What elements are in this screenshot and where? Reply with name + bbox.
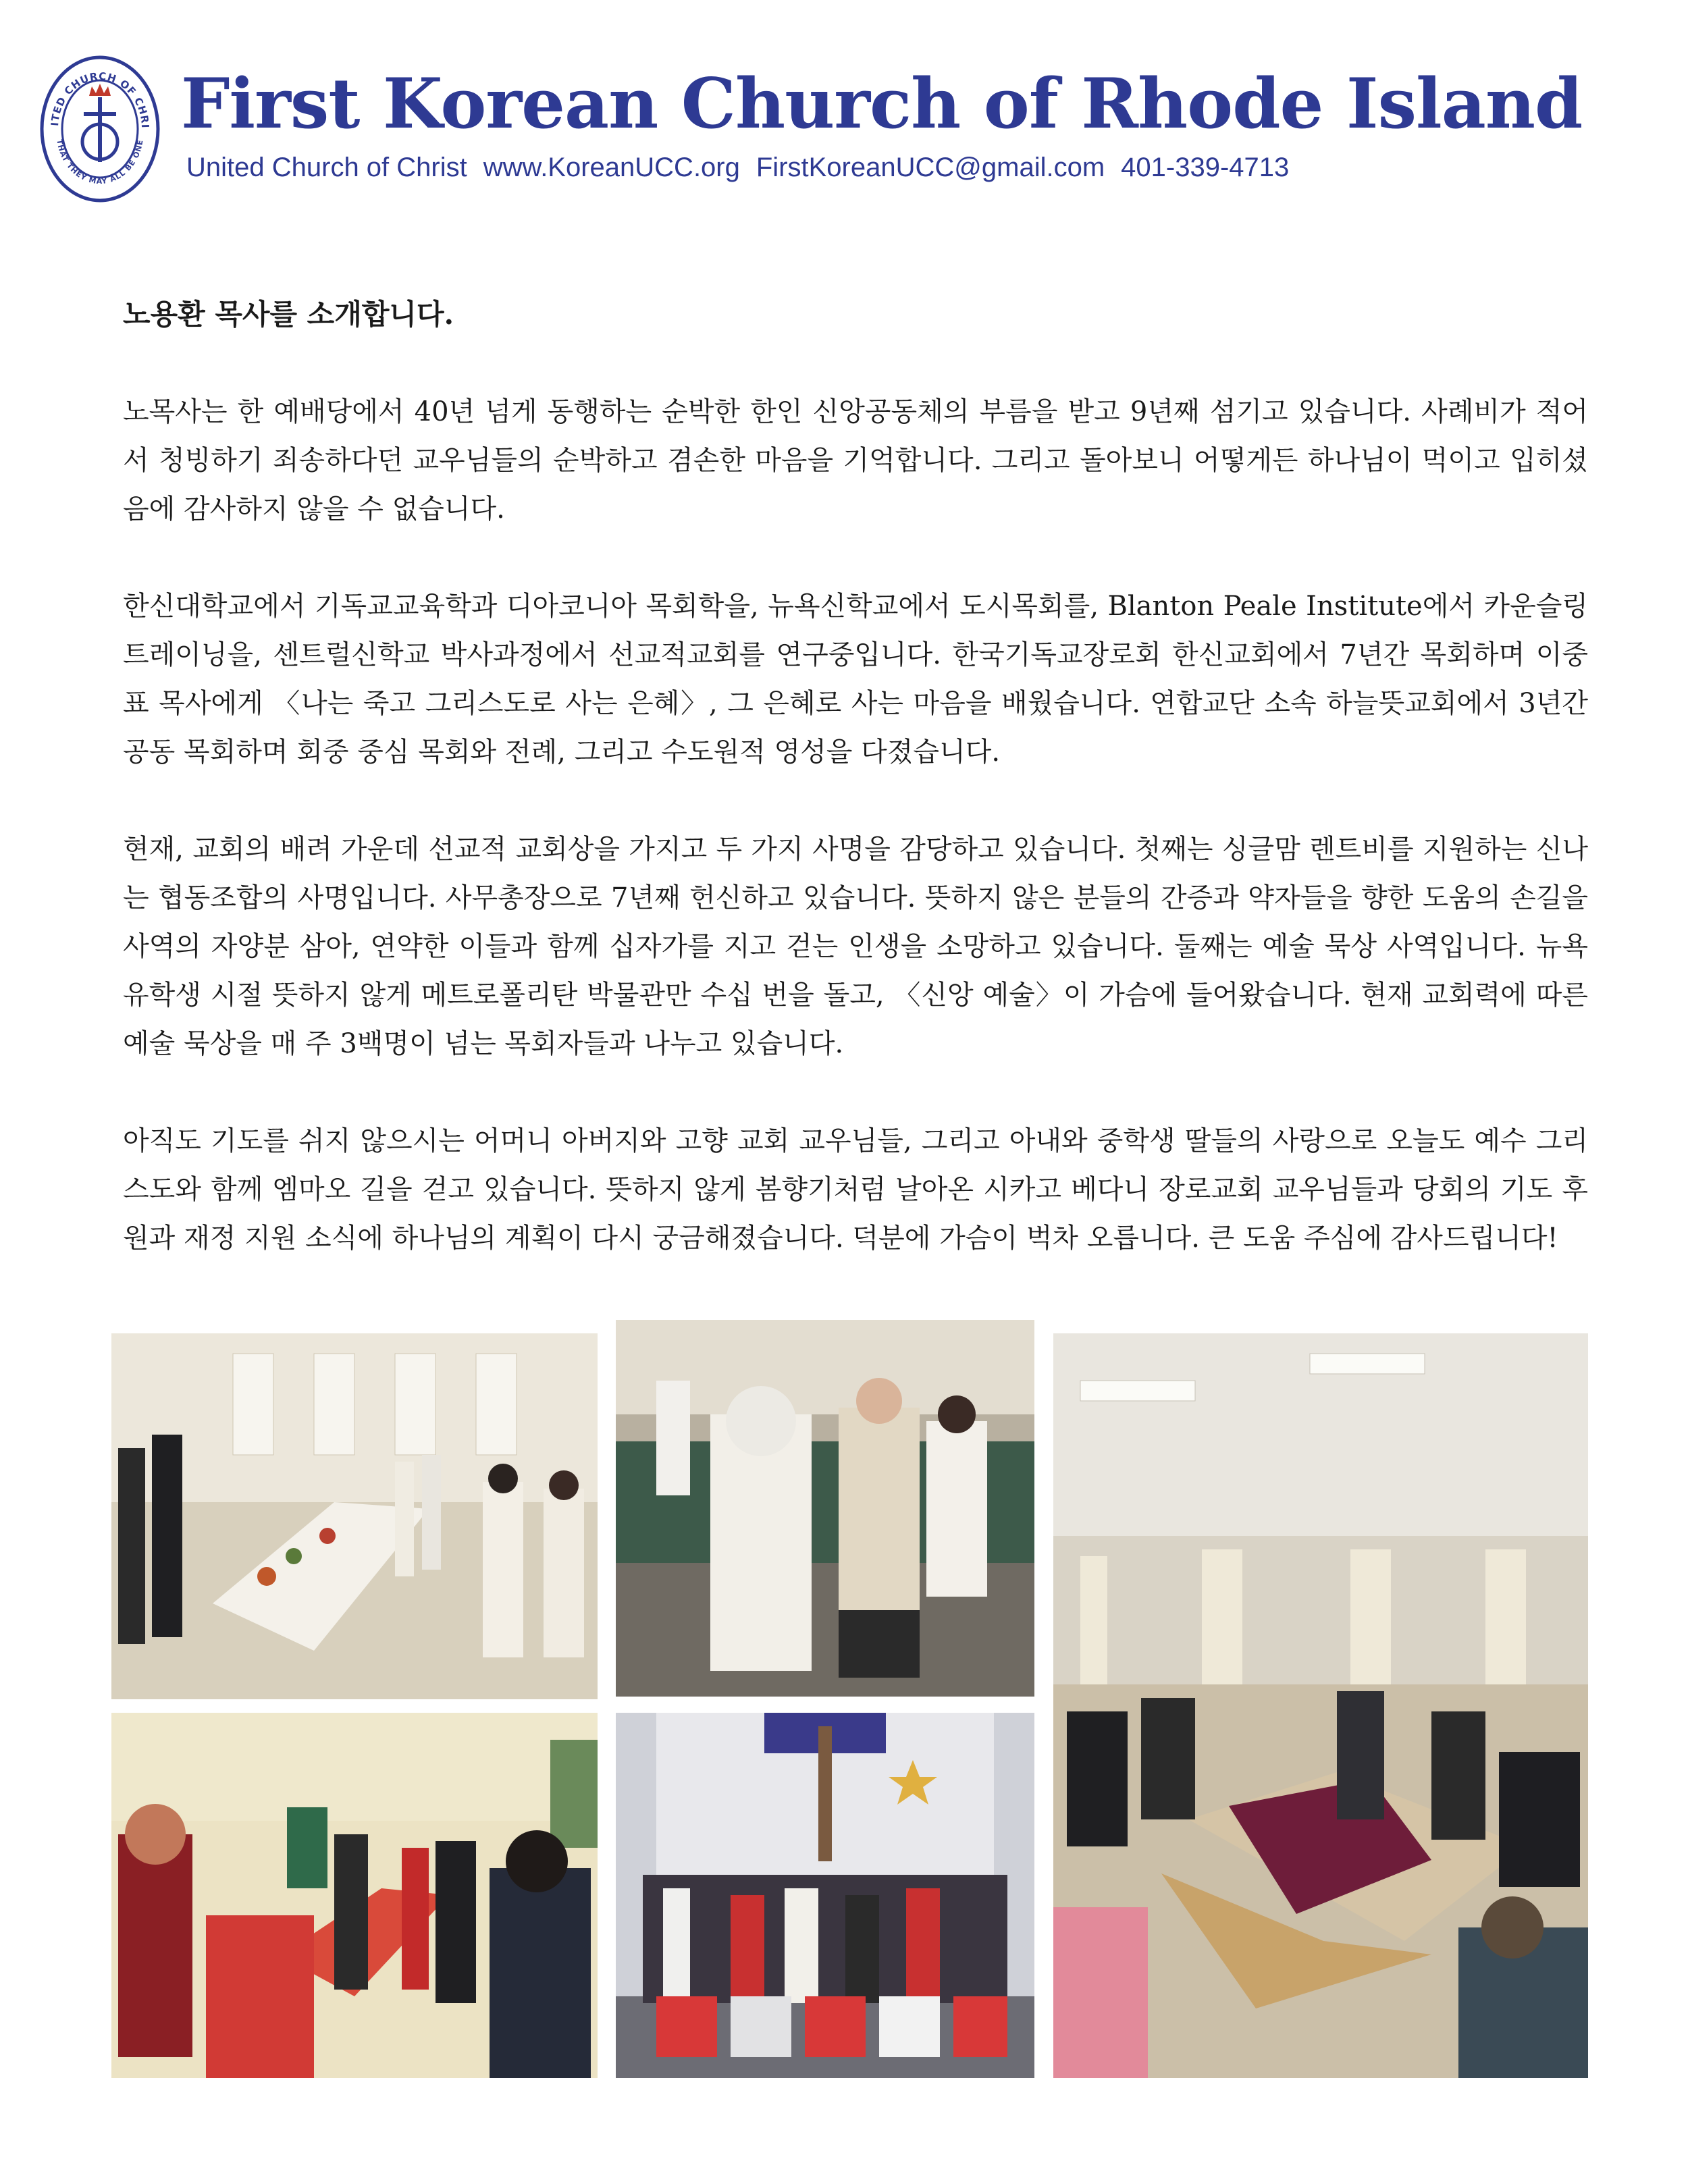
paragraph-thanks: 아직도 기도를 쉬지 않으시는 어머니 아버지와 고향 교회 교우님들, 그리고 아내와 중학생 딸들의 사랑으로 오늘도 예수 그리스도와 함께 엠마오 길을 걷고 있습니다. 뜻하지 않게 봄향기처럼 날아온 시카고 베다니 장로교회 교우님들과 당회의 기도 후원과 재정 지원 소식에 하나님의 계획이 다시 궁금해졌습니다. 덕분에 가슴이 벅차 오릅니다. 큰 도움 주심에 감사드립니다! <box>123 1125 1588 1254</box>
denomination: United Church of Christ <box>186 153 467 182</box>
paragraph-education: 한신대학교에서 기독교교육학과 디아코니아 목회학을, 뉴욕신학교에서 도시목회를, Blanton Peale Institute에서 카운슬링 트레이닝을, 센트럴신학교 박사과정에서 선교적교회를 연구중입니다. 한국기독교장로회 한신교회에서 7년간 목회하며 이중표 목사에게 〈나는 죽고 그리스도로 사는 은혜〉, 그 은혜로 사는 마음을 배웠습니다. 연합교단 소속 하늘뜻교회에서 3년간 공동 목회하며 회중 중심 목회와 전례, 그리고 수도원적 영성을 다졌습니다. <box>123 591 1588 768</box>
photo-fellowship-meal <box>111 1333 598 1699</box>
photo-prayer-circle <box>111 1713 598 2078</box>
letterhead <box>39 54 1660 216</box>
website-link[interactable]: www.KoreanUCC.org <box>483 153 740 182</box>
logo-text-bottom: THAT THEY MAY ALL BE ONE <box>55 138 145 186</box>
logo-text-top: ITED CHURCH OF CHRI <box>49 70 152 129</box>
svg-text:UNITED CHURCH OF CHRIST <box>39 54 151 129</box>
phone-number: 401-339-4713 <box>1121 153 1290 182</box>
paragraph-ministry: 현재, 교회의 배려 가운데 선교적 교회상을 가지고 두 가지 사명을 감당하고 있습니다. 첫째는 싱글맘 렌트비를 지원하는 신나는 협동조합의 사명입니다. 사무총장으로 7년째 헌신하고 있습니다. 뜻하지 않은 분들의 간증과 약자들을 향한 도움의 손길을 사역의 자양분 삼아, 연약한 이들과 함께 십자가를 지고 걷는 인생을 소망하고 있습니다. 둘째는 예술 묵상 사역입니다. 뉴욕 유학생 시절 뜻하지 않게 메트로폴리탄 박물관만 수십 번을 돌고, 〈신앙 예술〉이 가슴에 들어왔습니다. 현재 교회력에 따른 예술 묵상을 매 주 3백명이 넘는 목회자들과 나누고 있습니다. <box>123 834 1588 1059</box>
article-heading: 노용환 목사를 소개합니다. <box>123 298 454 331</box>
email-link[interactable]: FirstKoreanUCC@gmail.com <box>756 153 1105 182</box>
article <box>123 290 1588 1311</box>
photo-group-portrait <box>616 1713 1034 2078</box>
photo-costume-skit <box>616 1320 1034 1697</box>
ucc-logo-icon <box>39 54 161 204</box>
paragraph-calling: 노목사는 한 예배당에서 40년 넘게 동행하는 순박한 한인 신앙공동체의 부름을 받고 9년째 섬기고 있습니다. 사례비가 적어서 청빙하기 죄송하다던 교우님들의 순박하고 겸손한 마음을 기억합니다. 그리고 돌아보니 어떻게든 하나님이 먹이고 입히셨음에 감사하지 않을 수 없습니다. <box>123 396 1588 525</box>
contact-line <box>186 149 1305 186</box>
church-name: First Korean Church of Rhode Island <box>181 63 1583 144</box>
photo-circle-gathering <box>1053 1333 1588 2078</box>
